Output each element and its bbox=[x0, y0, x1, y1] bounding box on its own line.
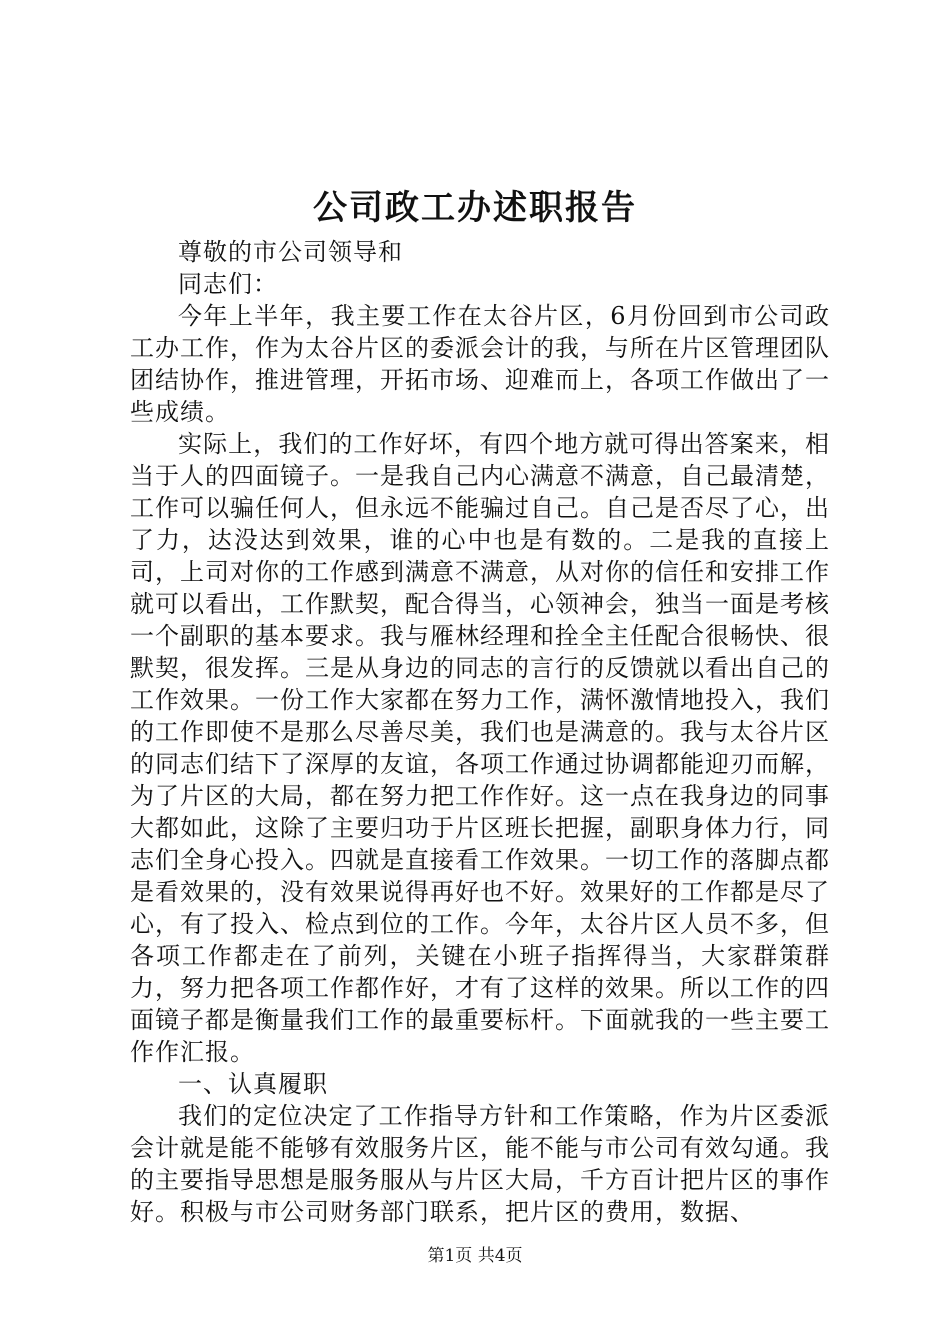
salutation-line-1: 尊敬的市公司领导和 bbox=[178, 238, 403, 266]
document-body bbox=[130, 236, 830, 1228]
paragraph-intro: 今年上半年，我主要工作在太谷片区，6月份回到市公司政工办工作，作为太谷片区的委派会计的我，与所在片区管理团队团结协作，推进管理，开拓市场、迎难而上，各项工作做出了一些成绩。 bbox=[130, 302, 830, 426]
page-footer: 第1页 共4页 bbox=[427, 1246, 523, 1266]
paragraph-section-1: 我们的定位决定了工作指导方针和工作策略，作为片区委派会计就是能不能够有效服务片区，能不能与市公司有效勾通。我的主要指导思想是服务服从与片区大局，千方百计把片区的事作好。积极与市公司财务部门联系，把片区的费用，数据、 bbox=[130, 1102, 830, 1226]
paragraph-four-mirrors: 实际上，我们的工作好坏，有四个地方就可得出答案来，相当于人的四面镜子。一是我自己内心满意不满意，自己最清楚，工作可以骗任何人，但永远不能骗过自己。自己是否尽了心，出了力，达没达到效果，谁的心中也是有数的。二是我的直接上司，上司对你的工作感到满意不满意，从对你的信任和安排工作就可以看出，工作默契，配合得当，心领神会，独当一面是考核一个副职的基本要求。我与雁林经理和拴全主任配合很畅快、很默契，很发挥。三是从身边的同志的言行的反馈就以看出自己的工作效果。一份工作大家都在努力工作，满怀激情地投入，我们的工作即使不是那么尽善尽美，我们也是满意的。我与太谷片区的同志们结下了深厚的友谊，各项工作通过协调都能迎刃而解，为了片区的大局，都在努力把工作作好。这一点在我身边的同事大都如此，这除了主要归功于片区班长把握，副职身体力行，同志们全身心投入。四就是直接看工作效果。一切工作的落脚点都是看效果的，没有效果说得再好也不好。效果好的工作都是尽了心，有了投入、检点到位的工作。今年，太谷片区人员不多，但各项工作都走在了前列，关键在小班子指挥得当，大家群策群力，努力把各项工作都作好，才有了这样的效果。所以工作的四面镜子都是衡量我们工作的最重要标杆。下面就我的一些主要工作作汇报。 bbox=[130, 430, 830, 1066]
document-title: 公司政工办述职报告 bbox=[313, 188, 637, 228]
salutation-line-2: 同志们： bbox=[178, 270, 278, 298]
section-heading-1: 一、认真履职 bbox=[178, 1070, 328, 1098]
